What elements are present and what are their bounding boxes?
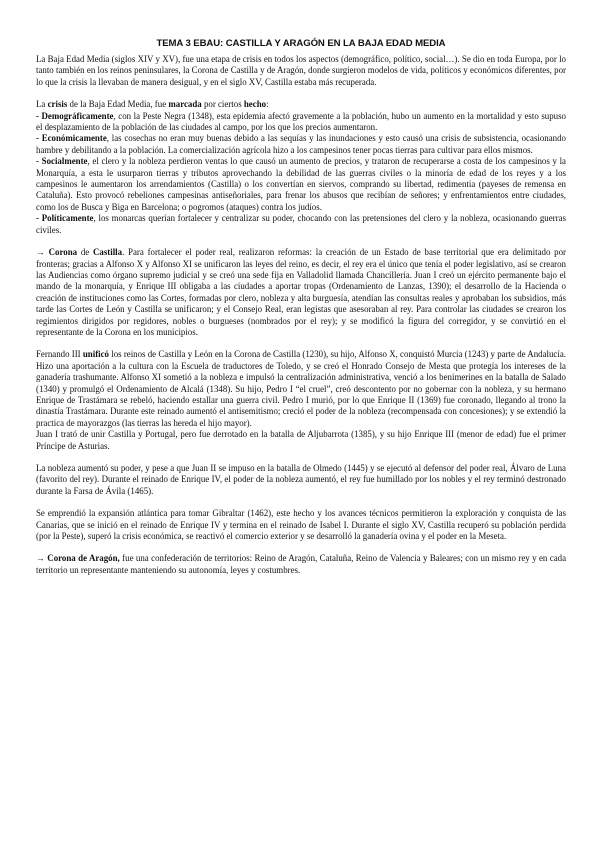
text-run: por ciertos xyxy=(201,99,244,110)
crisis-item-text: , los monarcas querían fortalecer y centralizar su poder, chocando con las pretensiones del clero y la nobleza, ocasionando guerras civiles. xyxy=(36,213,566,235)
arrow-icon: → xyxy=(36,247,49,258)
aragon-text: fue una confederación de territorios: Reino de Aragón, Cataluña, Reino de Valencia y Baleares; con un mismo rey y en cada territorio un representante manteniendo su autonomía, leyes y costumbres. xyxy=(36,553,567,575)
keyword-hecho: hecho xyxy=(243,99,267,110)
spacer xyxy=(36,338,566,349)
page-title: TEMA 3 EBAU: CASTILLA Y ARAGÓN EN LA BAJA EDAD MEDIA xyxy=(156,38,446,49)
castilla-text: . Para fortalecer el poder real, realizaron reformas: la creación de un Estado de base territorial que era delimitado por fronteras; gracias a Alfonso X y Alfonso XI se unificaron las leyes del reino, es decir, el rey era el único que tenía el poder legislativo, así se crearon las Audiencias como órgano supremo judicial y se creó una sede fija en Valladolid llamada Chancillería. Juan I creó un ejército permanente bajo el mando de la monarquía, y Enrique III obligaba a las ciudades a aportar tropas (Ordenamiento de Lanzas, 1390); el desarrollo de la Hacienda o creación de instituciones como las Cortes, formadas por clero, nobleza y alta burguesía, atendían las consultas reales y aprobaban los subsidios, más tarde las Cortes de León y Castilla se unificaron; y el Consejo Real, eran legistas que asesoraban al rey. Para controlar las ciudades se crearon los regimientos dirigidos por regidores, nobles o burgueses (nombrados por el rey); y se modificó la figura del corregidor, y se convirtió en el representante de la Corona en los municipios. xyxy=(36,247,567,337)
keyword-crisis: crisis xyxy=(47,99,68,110)
spacer xyxy=(36,236,566,247)
crisis-item-demografica xyxy=(36,111,566,134)
castilla-paragraph xyxy=(36,247,566,338)
crisis-item-label: - Socialmente xyxy=(36,156,88,167)
keyword-marcada: marcada xyxy=(168,99,202,110)
fernando-paragraph xyxy=(36,349,566,429)
crisis-item-text: , las cosechas no eran muy buenas debido a las sequías y las inundaciones y esto causó una crisis de subsistencia, ocasionando hambre y debilitando a la población. La comercialización agrícola hizo a los campesinos tener pocas tierras para cultivar para ellos mismos. xyxy=(36,133,566,155)
crisis-item-text: , el clero y la nobleza perdieron ventas lo que causó un aumento de precios, y trataron de recuperarse a costa de los campesinos y la Monarquía, a esta le usurparon tierras y tributos aprovechando la debilidad de las guerras civiles o la minoría de edad de los reyes y a los campesinos le aumentaron los arrendamientos (Castilla) o los convertían en siervos, comprando su libertad, redimentia (payeses de remensa en Cataluña). Esto provocó rebeliones campesinas antiseñoriales, para frenar los abusos que recibían de señores; y enfrentamientos entre ciudades, como los de Busca y Biga en Barcelona; o pogromos (ataques) contra los judíos. xyxy=(36,156,566,212)
nobleza-paragraph: La nobleza aumentó su poder, y pese a que Juan II se impuso en la batalla de Olmedo (1445) y se ejecutó al defensor del poder real, Álvaro de Luna (favorito del rey). Durante el reinado de Enrique IV, el poder de la nobleza aumentó, el rey fue humillado por los nobles y el rey terminó destronado durante la Farsa de Ávila (1465). xyxy=(36,463,566,496)
spacer xyxy=(36,88,566,99)
crisis-item-label: - Demográficamente xyxy=(36,110,114,121)
spacer xyxy=(36,497,566,508)
keyword-unifico: unificó xyxy=(82,349,109,360)
crisis-intro-paragraph xyxy=(36,99,566,110)
crisis-item-text: , con la Peste Negra (1348), esta epidemia afectó gravemente a la población, hubo un aumento en la mortalidad y esto supuso el desplazamiento de la población de las ciudades al campo, por los que los precios aumentaron. xyxy=(36,110,566,133)
spacer xyxy=(36,542,566,553)
intro-paragraph: La Baja Edad Media (siglos XIV y XV), fue una etapa de crisis en todos los aspectos (demográfico, político, social…). Se dio en toda Europa, por lo tanto también en los reinos peninsulares, la Corona de Castilla y de Aragón, donde surgieron modelos de vida, políticos y económicos diferentes, por lo que la crisis la llevaban de manera desigual, y en el siglo XV, Castilla estaba más recuperada. xyxy=(36,54,566,87)
aragon-paragraph xyxy=(36,553,566,576)
juan-paragraph: Juan I trató de unir Castilla y Portugal, pero fue derrotado en la batalla de Aljubarrota (1385), y su hijo Enrique III (menor de edad) fue el primer Príncipe de Asturias. xyxy=(36,429,566,451)
castilla-label-corona: Corona xyxy=(48,247,78,258)
crisis-item-social xyxy=(36,156,566,213)
crisis-item-label: - Económicamente xyxy=(36,133,107,144)
text-run: La xyxy=(36,99,48,110)
text-run: los reinos de Castilla y León en la Corona de Castilla (1230), su hijo, Alfonso X, conquistó Murcia (1243) y parte de Andalucía. Hizo una aportación a la cultura con la Escuela de traductores de Toledo, y se creó el Honrado Consejo de Mesta que protegía los intereses de la ganadería trashumante. Alfonso XI sometió a la nobleza e impulsó la centralización administrativa, venció a los benimerines en la batalla de Salado (1340) y promulgó el Ordenamiento de Alcalá (1348). Su hijo, Pedro I “el cruel”, creó descontento por no gobernar con la nobleza, y su hermano Enrique de Trastámara se rebeló, haciendo estallar una guerra civil. Pedro I murió, por lo que Enrique II (1369) fue coronado, llegando al trono la dinastía Trastámara. Durante este reinado aumentó el antisemitismo; creció el poder de la nobleza (recompensada con concesiones); y se extendió la practica de mayorazgos (las tierras las hereda el hijo mayor). xyxy=(36,349,566,428)
arrow-icon: → xyxy=(36,553,48,564)
crisis-item-label: - Políticamente xyxy=(36,213,94,224)
crisis-item-economica xyxy=(36,133,566,156)
text-run: Fernando III xyxy=(36,349,83,360)
atlantica-paragraph: Se emprendió la expansión atlántica para tomar Gibraltar (1462), este hecho y los avances técnicos permitieron la exploración y conquista de las Canarias, que se inició en el reinado de Enrique IV y termina en el reinado de Isabel I. Durante el siglo XV, Castilla recuperó su población perdida (por la Peste), superó la crisis económica, se reactivó el comercio exterior y se desarrolló la ganadería ovina y el poder en la Meseta. xyxy=(36,508,566,542)
spacer xyxy=(36,452,566,463)
text-run: de la Baja Edad Media, fue xyxy=(67,99,169,110)
text-run: : xyxy=(266,99,269,110)
text-run: de xyxy=(77,247,93,258)
aragon-label: Corona de Aragón, xyxy=(47,553,120,564)
crisis-item-politica xyxy=(36,213,566,236)
castilla-label-castilla: Castilla xyxy=(92,247,123,258)
